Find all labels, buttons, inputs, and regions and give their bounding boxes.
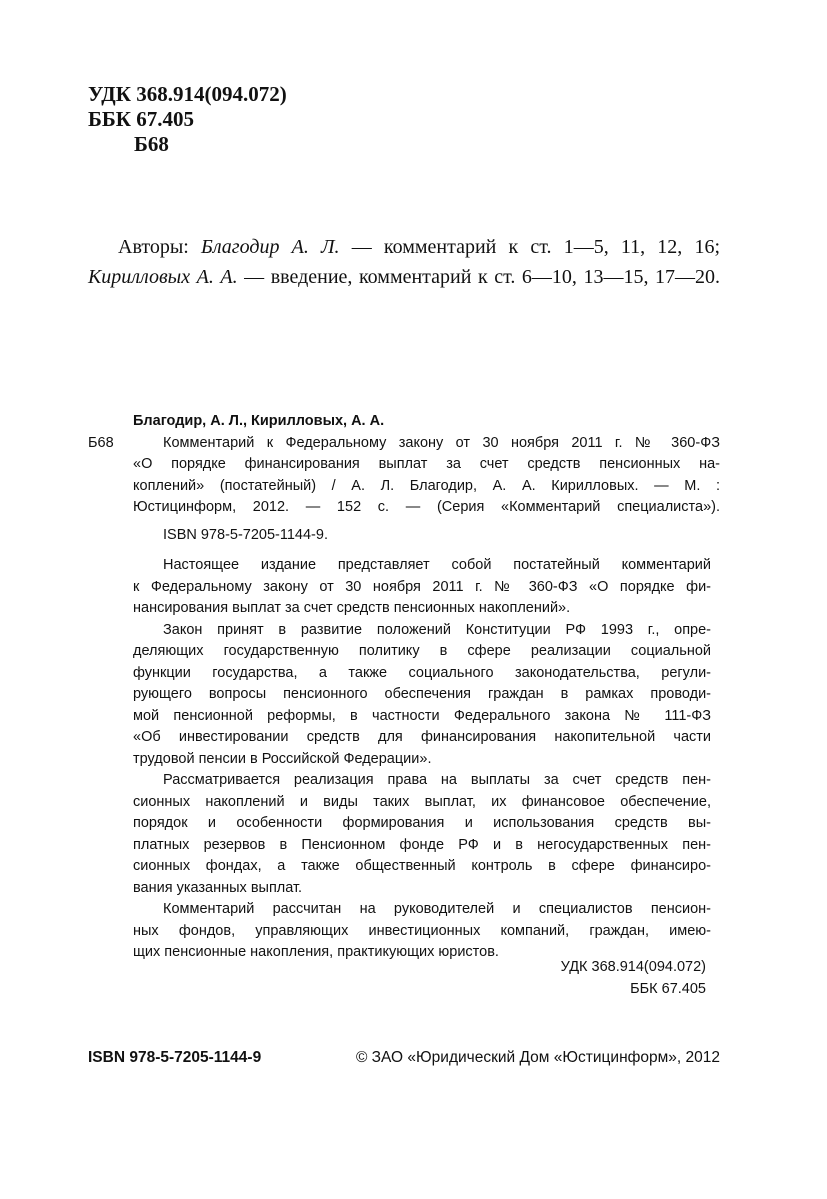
author-2-name: Кирилловых А. А. <box>88 266 238 288</box>
annotation-line: трудовой пенсии в Российской Федерации». <box>133 750 432 767</box>
author-line-1 <box>88 232 720 262</box>
annotation-paragraph <box>133 620 711 771</box>
annotation-line: деляющих государственную политику в сфере реализации социальной <box>133 643 711 659</box>
footer-isbn: ISBN 978-5-7205-1144-9 <box>88 1049 262 1066</box>
annotation-paragraph <box>133 555 711 620</box>
bib-isbn: ISBN 978-5-7205-1144-9. <box>163 526 328 543</box>
author-1-text: — комментарий к ст. 1—5, 11, 12, 16; <box>351 236 721 258</box>
bottom-udk-code: УДК 368.914(094.072) <box>560 959 706 975</box>
bib-description <box>88 433 720 519</box>
annotation-line: вания указанных выплат. <box>133 879 303 896</box>
annotation-line: щих пенсионные накопления, практикующих юристов. <box>133 944 499 960</box>
authors-label: Авторы: <box>118 236 189 258</box>
annotation-line: Настоящее издание представляет собой постатейный комментарий <box>163 557 711 573</box>
annotation-line: ных фондов, управляющих инвестиционных компаний, граждан, имею- <box>133 922 711 939</box>
udk-code: УДК 368.914(094.072) <box>88 82 287 106</box>
bibliographic-record <box>88 411 720 546</box>
annotation-line: «Об инвестировании средств для финансирования накопительной части <box>133 729 711 745</box>
bbk-code: ББК 67.405 <box>88 107 194 131</box>
bib-line: Юстицинформ, 2012. — 152 с. — (Серия «Комментарий специалиста»). <box>133 499 720 515</box>
annotation-line: платных резервов в Пенсионном фонде РФ и в негосударственных пен- <box>133 836 711 853</box>
authors-block <box>88 232 720 292</box>
annotation <box>133 555 711 964</box>
bottom-classification <box>500 957 706 1000</box>
bib-line: Комментарий к Федеральному закону от 30 ноября 2011 г. № 360-ФЗ <box>163 434 720 451</box>
annotation-line: сионных фондах, а также общественный контроль в сфере финансиро- <box>133 858 711 874</box>
annotation-paragraph <box>133 770 711 899</box>
annotation-line: Рассматривается реализация права на выплаты за счет средств пен- <box>163 772 711 788</box>
annotation-line: Закон принят в развитие положений Конституции РФ 1993 г., опре- <box>163 621 711 638</box>
annotation-line: нансирования выплат за счет средств пенсионных накоплений». <box>133 600 571 616</box>
bib-author-sign: Б68 <box>88 434 114 451</box>
annotation-paragraph <box>133 899 711 964</box>
annotation-line: к Федеральному закону от 30 ноября 2011 г. № 360-ФЗ «О порядке фи- <box>133 578 711 595</box>
author-sign: Б68 <box>134 132 169 156</box>
annotation-line: Комментарий рассчитан на руководителей и специалистов пенсион- <box>163 901 711 917</box>
bib-authors-heading: Благодир, А. Л., Кирилловых, А. А. <box>133 413 385 429</box>
classification-header <box>88 82 287 157</box>
annotation-line: сионных накоплений и виды таких выплат, их финансовое обеспечение, <box>133 793 711 810</box>
bib-line: коплений» (постатейный) / А. Л. Благодир, А. А. Кирилловых. — М. : <box>133 477 720 494</box>
footer-copyright: © ЗАО «Юридический Дом «Юстицинформ», 2012 <box>355 1049 720 1066</box>
annotation-line: мой пенсионной реформы, в частности Федерального закона № 111-ФЗ <box>133 707 711 724</box>
author-1-name: Благодир А. Л. <box>201 236 340 258</box>
bib-line: «О порядке финансирования выплат за счет средств пенсионных на- <box>133 456 720 472</box>
annotation-line: порядок и особенности формирования и использования средств вы- <box>133 815 711 831</box>
author-line-2 <box>88 262 720 292</box>
annotation-line: функции государства, а также социального законодательства, регули- <box>133 664 711 681</box>
annotation-line: рующего вопросы пенсионного обеспечения граждан в рамках проводи- <box>133 686 711 702</box>
author-2-text: — введение, комментарий к ст. 6—10, 13—15, 17—20. <box>244 266 721 288</box>
bottom-bbk-code: ББК 67.405 <box>630 980 706 997</box>
